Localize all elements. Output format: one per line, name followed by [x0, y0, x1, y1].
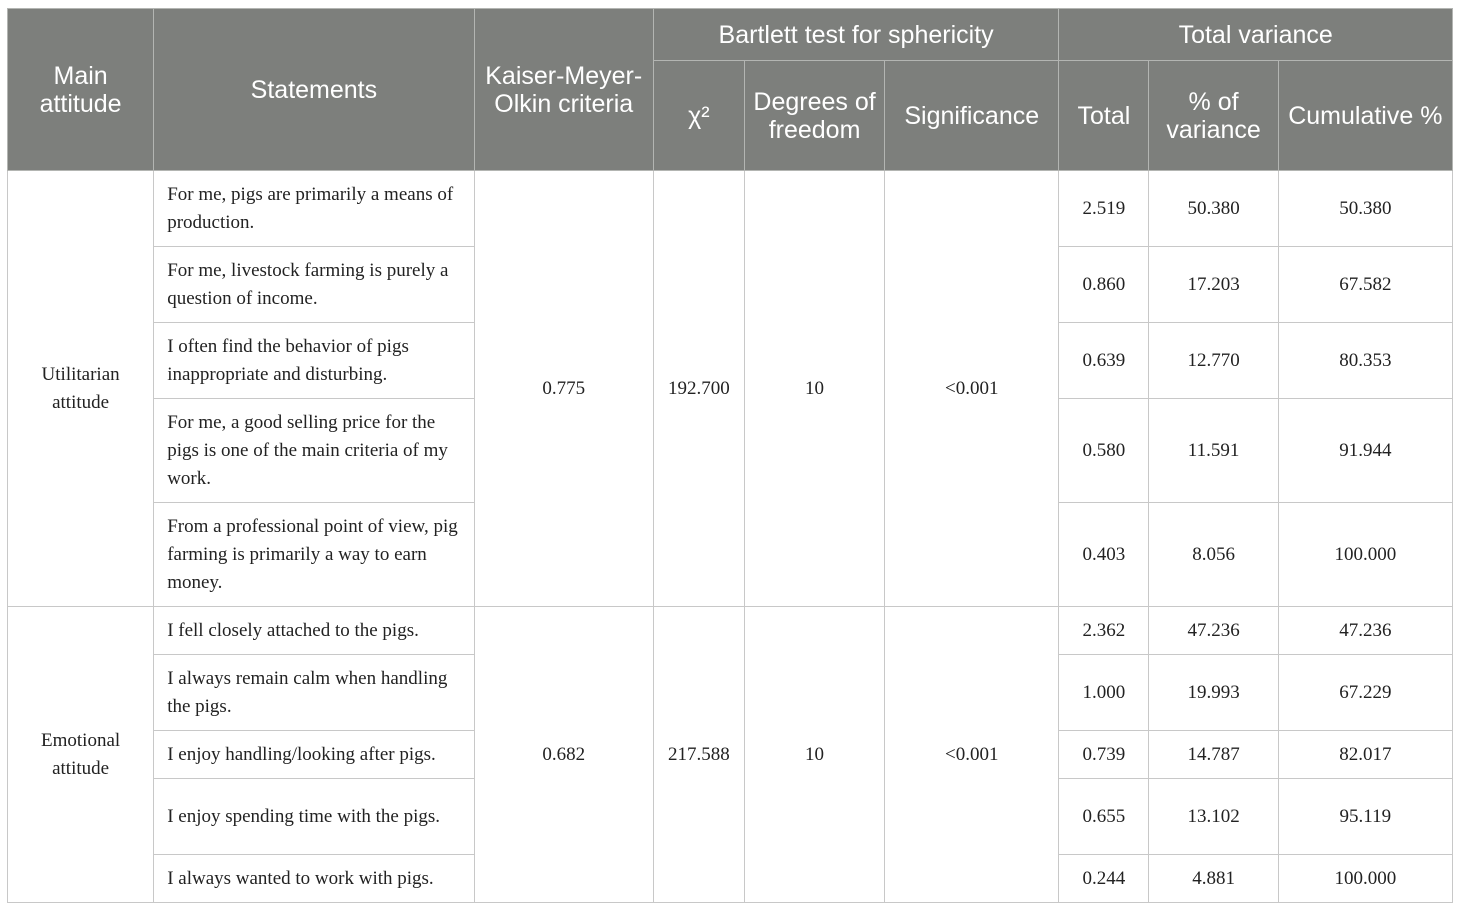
pct-variance-cell: 14.787	[1149, 731, 1278, 779]
total-cell: 0.639	[1059, 323, 1149, 399]
cumulative-cell: 80.353	[1278, 323, 1452, 399]
pct-variance-cell: 11.591	[1149, 399, 1278, 503]
kmo-cell: 0.775	[474, 171, 653, 607]
pct-variance-cell: 13.102	[1149, 779, 1278, 855]
header-bartlett: Bartlett test for sphericity	[653, 9, 1059, 61]
pct-variance-cell: 8.056	[1149, 503, 1278, 607]
df-cell: 10	[744, 607, 884, 903]
cumulative-cell: 91.944	[1278, 399, 1452, 503]
statement-cell: I often find the behavior of pigs inappropriate and disturbing.	[154, 323, 474, 399]
total-cell: 0.860	[1059, 247, 1149, 323]
factor-analysis-table	[7, 8, 1453, 903]
table-body	[8, 171, 1453, 903]
total-cell: 0.580	[1059, 399, 1149, 503]
table-row	[8, 171, 1453, 247]
total-cell: 0.739	[1059, 731, 1149, 779]
total-cell: 0.655	[1059, 779, 1149, 855]
pct-variance-cell: 17.203	[1149, 247, 1278, 323]
df-cell: 10	[744, 171, 884, 607]
statement-cell: I enjoy spending time with the pigs.	[154, 779, 474, 855]
table-container	[7, 8, 1453, 903]
cumulative-cell: 100.000	[1278, 855, 1452, 903]
pct-variance-cell: 50.380	[1149, 171, 1278, 247]
header-df: Degrees of freedom	[744, 61, 884, 171]
cumulative-cell: 67.229	[1278, 655, 1452, 731]
kmo-cell: 0.682	[474, 607, 653, 903]
pct-variance-cell: 4.881	[1149, 855, 1278, 903]
statement-cell: I always remain calm when handling the pigs.	[154, 655, 474, 731]
pct-variance-cell: 47.236	[1149, 607, 1278, 655]
cumulative-cell: 100.000	[1278, 503, 1452, 607]
total-cell: 0.244	[1059, 855, 1149, 903]
statement-cell: I enjoy handling/looking after pigs.	[154, 731, 474, 779]
header-kmo: Kaiser-Meyer-Olkin criteria	[474, 9, 653, 171]
header-significance: Significance	[885, 61, 1059, 171]
table-header	[8, 9, 1453, 171]
cumulative-cell: 82.017	[1278, 731, 1452, 779]
cumulative-cell: 47.236	[1278, 607, 1452, 655]
header-total-variance: Total variance	[1059, 9, 1453, 61]
header-total: Total	[1059, 61, 1149, 171]
statement-cell: I fell closely attached to the pigs.	[154, 607, 474, 655]
header-main-attitude: Main attitude	[8, 9, 154, 171]
cumulative-cell: 67.582	[1278, 247, 1452, 323]
header-statements: Statements	[154, 9, 474, 171]
chi2-cell: 192.700	[653, 171, 744, 607]
header-chi2: χ²	[653, 61, 744, 171]
total-cell: 2.519	[1059, 171, 1149, 247]
statement-cell: From a professional point of view, pig farming is primarily a way to earn money.	[154, 503, 474, 607]
pct-variance-cell: 19.993	[1149, 655, 1278, 731]
cumulative-cell: 95.119	[1278, 779, 1452, 855]
table-row	[8, 607, 1453, 655]
statement-cell: For me, pigs are primarily a means of production.	[154, 171, 474, 247]
statement-cell: For me, livestock farming is purely a question of income.	[154, 247, 474, 323]
statement-cell: For me, a good selling price for the pigs is one of the main criteria of my work.	[154, 399, 474, 503]
attitude-cell: Utilitarian attitude	[8, 171, 154, 607]
significance-cell: <0.001	[885, 607, 1059, 903]
total-cell: 2.362	[1059, 607, 1149, 655]
header-pct-variance: % of variance	[1149, 61, 1278, 171]
cumulative-cell: 50.380	[1278, 171, 1452, 247]
statement-cell: I always wanted to work with pigs.	[154, 855, 474, 903]
total-cell: 1.000	[1059, 655, 1149, 731]
chi2-cell: 217.588	[653, 607, 744, 903]
total-cell: 0.403	[1059, 503, 1149, 607]
attitude-cell: Emotional attitude	[8, 607, 154, 903]
pct-variance-cell: 12.770	[1149, 323, 1278, 399]
significance-cell: <0.001	[885, 171, 1059, 607]
header-cumulative: Cumulative %	[1278, 61, 1452, 171]
